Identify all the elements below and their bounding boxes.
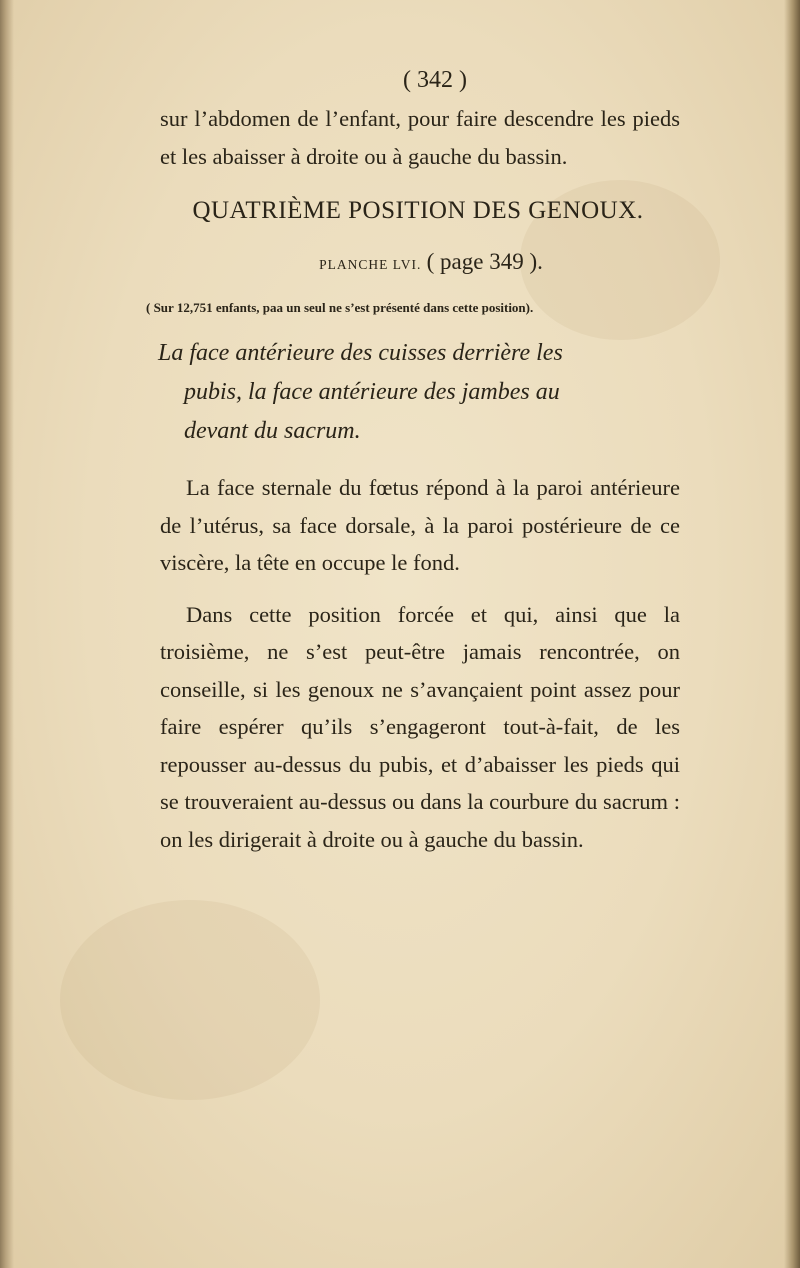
body-paragraph: La face sternale du fœtus répond à la paroi antérieure de l’utérus, sa face dorsale, à la paroi postérieure de ce viscère, la tête en occupe le fond.: [160, 475, 680, 575]
subtitle-line: pubis, la face antérieure des jambes au: [184, 379, 560, 405]
statistic-note: ( Sur 12,751 enfants, paa un seul ne s’est présenté dans cette position).: [146, 300, 534, 315]
plate-label: PLANCHE LVI.: [319, 257, 422, 272]
plate-page: ( page 349 ).: [426, 249, 543, 274]
continuation-paragraph: sur l’abdomen de l’enfant, pour faire descendre les pieds et les abaisser à droite ou à gauche du bassin.: [160, 106, 680, 169]
paper-stain: [60, 900, 320, 1100]
plate-reference: [182, 245, 680, 282]
body-paragraph: Dans cette position forcée et qui, ainsi que la troisième, ne s’est peut-être jamais rencontrée, on conseille, si les genoux ne s’avançaient point assez pour faire espérer qu’ils s’engageront tout-à-fait, de les repousser au-dessus du pubis, et d’abaisser les pieds qui se trouveraient au-dessus ou dans la courbure du sacrum : on les dirigerait à droite ou à gauche du bassin.: [160, 601, 680, 852]
page-right-edge: [784, 0, 800, 1268]
section-subtitle: [158, 334, 680, 451]
subtitle-line: La face antérieure des cuisses derrière les: [158, 340, 563, 366]
section-heading: QUATRIÈME POSITION DES GENOUX.: [192, 197, 644, 224]
page-left-edge: [0, 0, 14, 1268]
subtitle-line: devant du sacrum.: [184, 418, 361, 444]
page-number: ( 342 ): [403, 67, 467, 93]
page-content: [146, 60, 680, 858]
